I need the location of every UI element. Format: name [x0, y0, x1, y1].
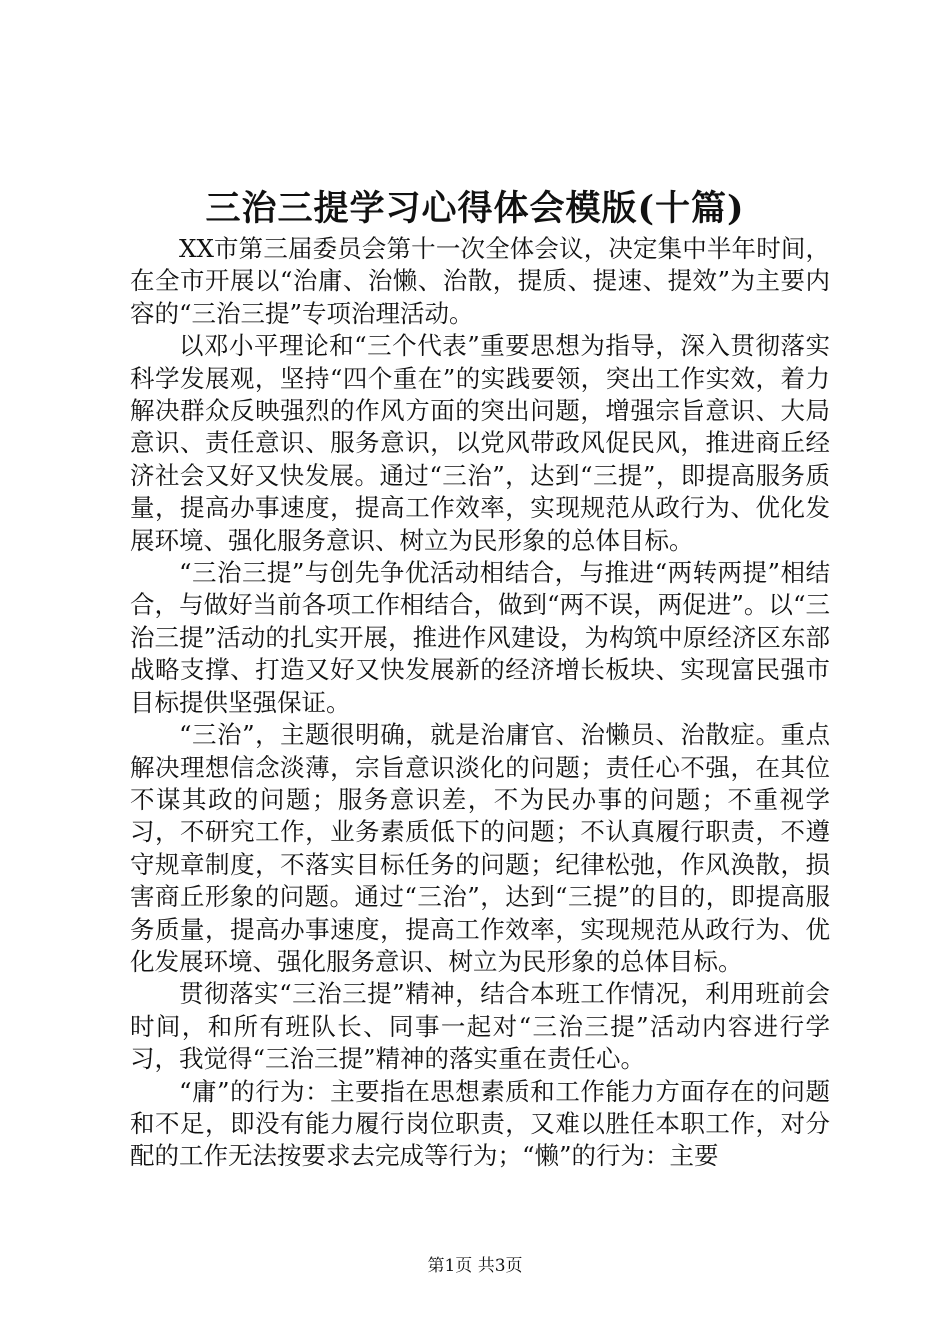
paragraph: “三治”，主题很明确，就是治庸官、治懒员、治散症。重点解决理想信念淡薄，宗旨意识淡化的问题；责任心不强，在其位不谋其政的问题；服务意识差，不为民办事的问题；不重视学习，不研究工作，业务素质低下的问题；不认真履行职责，不遵守规章制度，不落实目标任务的问题；纪律松弛，作风涣散，损害商丘形象的问题。通过“三治”，达到“三提”的目的，即提高服务质量，提高办事速度，提高工作效率，实现规范从政行为、优化发展环境、强化服务意识、树立为民形象的总体目标。	[130, 720, 830, 976]
paragraph: “三治三提”与创先争优活动相结合，与推进“两转两提”相结合，与做好当前各项工作相结合，做到“两不误，两促进”。以“三治三提”活动的扎实开展，推进作风建设，为构筑中原经济区东部战略支撑、打造又好又快发展新的经济增长板块、实现富民强市目标提供坚强保证。	[130, 558, 830, 717]
paragraph: 以邓小平理论和“三个代表”重要思想为指导，深入贯彻落实科学发展观，坚持“四个重在”的实践要领，突出工作实效，着力解决群众反映强烈的作风方面的突出问题，增强宗旨意识、大局意识、责任意识、服务意识，以党风带政风促民风，推进商丘经济社会又好又快发展。通过“三治”，达到“三提”，即提高服务质量，提高办事速度，提高工作效率，实现规范从政行为、优化发展环境、强化服务意识、树立为民形象的总体目标。	[130, 331, 830, 555]
document-title: 三治三提学习心得体会模版(十篇)	[205, 188, 745, 229]
document-body	[130, 233, 830, 1173]
page-footer: 第1页 共3页	[427, 1256, 523, 1276]
paragraph: “庸”的行为：主要指在思想素质和工作能力方面存在的问题和不足，即没有能力履行岗位职责，又难以胜任本职工作，对分配的工作无法按要求去完成等行为；“懒”的行为：主要	[130, 1076, 830, 1171]
paragraph: XX市第三届委员会第十一次全体会议，决定集中半年时间，在全市开展以“治庸、治懒、治散，提质、提速、提效”为主要内容的“三治三提”专项治理活动。	[130, 234, 830, 328]
paragraph: 贯彻落实“三治三提”精神，结合本班工作情况，利用班前会时间，和所有班队长、同事一起对“三治三提”活动内容进行学习，我觉得“三治三提”精神的落实重在责任心。	[130, 979, 830, 1074]
